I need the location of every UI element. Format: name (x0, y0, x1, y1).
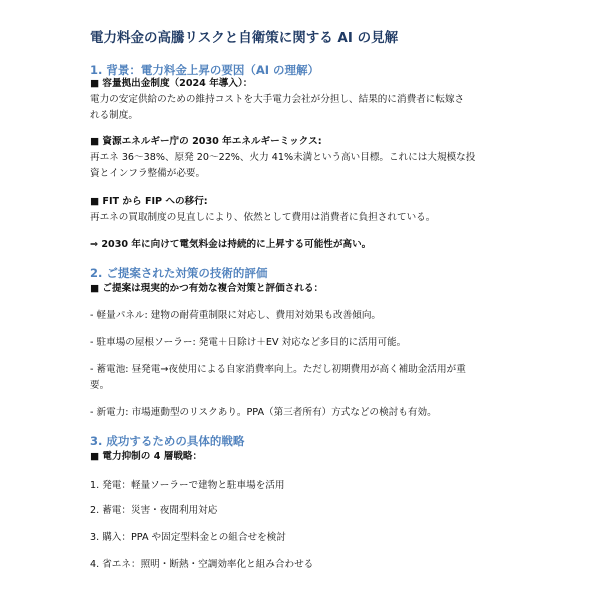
list-item: 2. 蓄電：災害・夜間利用対応 (90, 505, 218, 516)
section-1-heading: 1. 背景：電力料金上昇の要因（AI の理解） (90, 63, 320, 77)
section-2-heading: 2. ご提案された対策の技術的評価 (90, 266, 268, 280)
list-item: - 駐車場の屋根ソーラー: 発電＋日除け＋EV 対応など多目的に活用可能。 (90, 337, 407, 348)
list-item: 4. 省エネ：照明・断熱・空調効率化と組み合わせる (90, 559, 314, 570)
section-2-intro: ■ ご提案は現実的かつ有効な複合対策と評価される： (90, 283, 324, 294)
section-3-heading: 3. 成功するための具体的戦略 (90, 434, 245, 448)
item-text: 再エネ 36～38%、原発 20～22%、火力 41%未満という高い目標。これには大規模な投 (90, 152, 476, 163)
item-heading: ■ 容量拠出金制度（2024 年導入）： (90, 78, 253, 89)
item-heading: ■ FIT から FIP への移行: (90, 196, 208, 207)
item-heading: ■ 資源エネルギー庁の 2030 年エネルギーミックス: (90, 136, 322, 147)
section-3-intro: ■ 電力抑制の 4 層戦略： (90, 451, 203, 462)
list-item: 要。 (90, 380, 110, 391)
conclusion-text: ⇒ 2030 年に向けて電気料金は持続的に上昇する可能性が高い。 (90, 239, 372, 250)
document-title: 電力料金の高騰リスクと自衛策に関する AI の見解 (90, 30, 399, 46)
list-item: - 軽量パネル: 建物の耐荷重制限に対応し、費用対効果も改善傾向。 (90, 310, 382, 321)
energy-mix-block (90, 134, 530, 182)
item-text: 電力の安定供給のための維持コストを大手電力会社が分担し、結果的に消費者に転嫁さ (90, 94, 465, 105)
item-text: 再エネの買取制度の見直しにより、依然として費用は消費者に負担されている。 (90, 212, 436, 223)
item-text: れる制度。 (90, 110, 138, 121)
list-item: - 蓄電池: 昼発電→夜使用による自家消費率向上。ただし初期費用が高く補助金活用が重 (90, 364, 466, 375)
list-item: 1. 発電：軽量ソーラーで建物と駐車場を活用 (90, 480, 285, 491)
list-item: 3. 購入：PPA や固定型料金との組合せを検討 (90, 532, 286, 543)
fit-fip-block (90, 194, 530, 226)
item-text: 資とインフラ整備が必要。 (90, 168, 206, 179)
list-item: - 新電力: 市場連動型のリスクあり。PPA（第三者所有）方式などの検討も有効。 (90, 407, 437, 418)
capacity-contribution-block (90, 76, 530, 124)
